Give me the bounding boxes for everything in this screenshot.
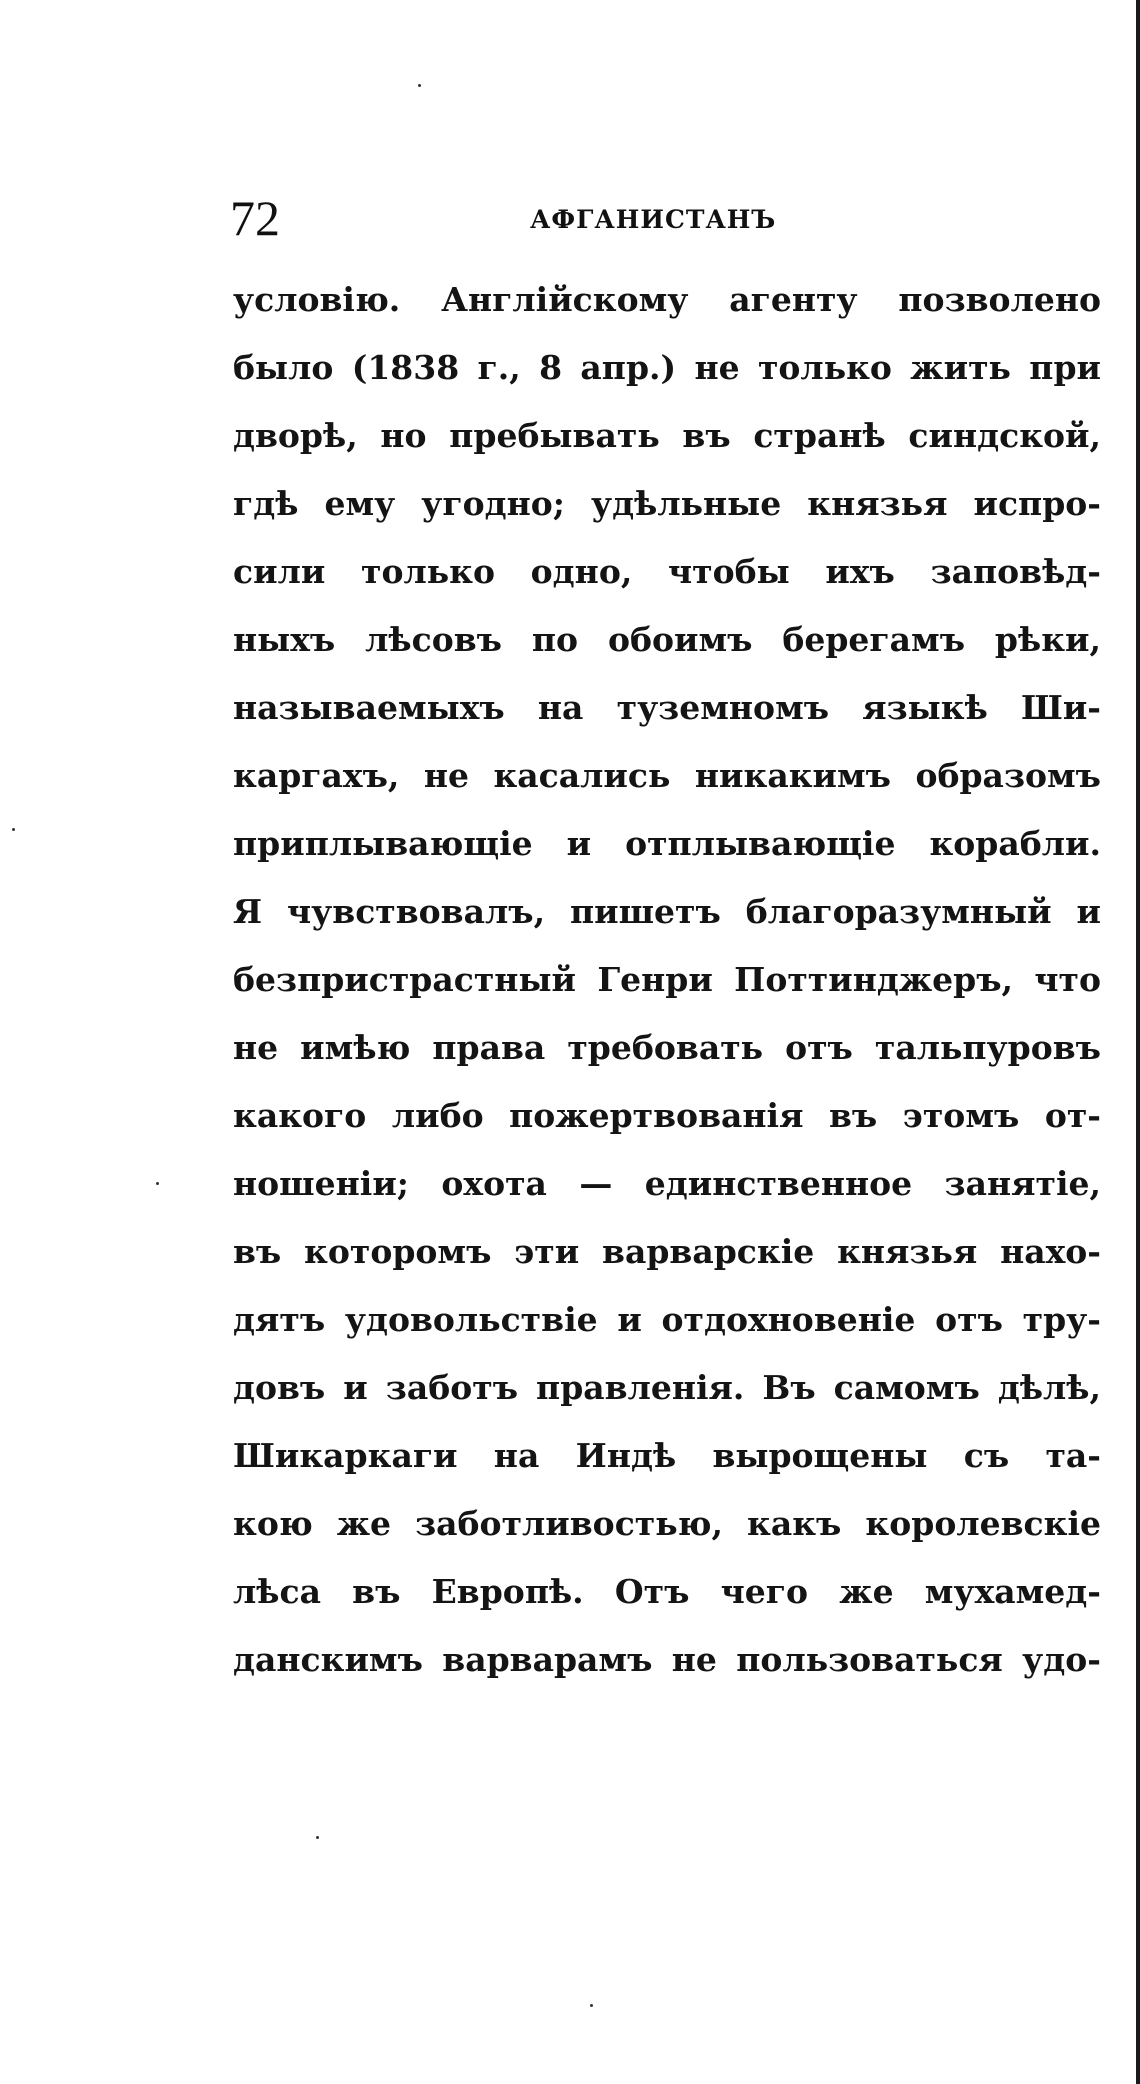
page-edge-rule xyxy=(1136,0,1140,2084)
print-speck xyxy=(12,828,15,831)
text-line: ношеніи; охота — единственное занятіе, xyxy=(233,1164,1101,1203)
text-line: приплывающіе и отплывающіе корабли. xyxy=(233,824,1101,863)
print-speck xyxy=(156,1182,159,1185)
text-line: сили только одно, чтобы ихъ заповѣд- xyxy=(233,552,1101,591)
text-line: условію. Англійскому агенту позволено xyxy=(233,280,1101,319)
print-speck xyxy=(590,2004,593,2007)
text-line: не имѣю права требовать отъ тальпуровъ xyxy=(233,1028,1101,1067)
text-line: довъ и заботъ правленія. Въ самомъ дѣлѣ, xyxy=(233,1368,1101,1407)
text-line: Я чувствовалъ, пишетъ благоразумный и xyxy=(233,892,1101,931)
text-line: въ которомъ эти варварскіе князья нахо- xyxy=(233,1232,1101,1271)
text-line: Шикаркаги на Индѣ вырощены съ та- xyxy=(233,1436,1101,1475)
running-title: АФГАНИСТАНЪ xyxy=(530,205,777,234)
text-line: кою же заботливостью, какъ королевскіе xyxy=(233,1504,1101,1543)
text-line: гдѣ ему угодно; удѣльные князья испро- xyxy=(233,484,1101,523)
text-line: безпристрастный Генри Поттинджеръ, что xyxy=(233,960,1101,999)
text-line: ныхъ лѣсовъ по обоимъ берегамъ рѣки, xyxy=(233,620,1101,659)
text-line: каргахъ, не касались никакимъ образомъ xyxy=(233,756,1101,795)
body-text xyxy=(233,266,1101,1694)
text-line: какого либо пожертвованія въ этомъ от- xyxy=(233,1096,1101,1135)
text-line: дятъ удовольствіе и отдохновеніе отъ тру- xyxy=(233,1300,1101,1339)
page-number: 72 xyxy=(230,190,280,246)
print-speck xyxy=(418,84,421,87)
text-line: данскимъ варварамъ не пользоваться удо- xyxy=(233,1640,1101,1679)
print-speck xyxy=(316,1836,319,1839)
text-line: дворѣ, но пребывать въ странѣ синдской, xyxy=(233,416,1101,455)
page-header xyxy=(230,190,1100,246)
text-line: лѣса въ Европѣ. Отъ чего же мухамед- xyxy=(233,1572,1101,1611)
text-line: называемыхъ на туземномъ языкѣ Ши- xyxy=(233,688,1101,727)
text-line: было (1838 г., 8 апр.) не только жить при xyxy=(233,348,1101,387)
